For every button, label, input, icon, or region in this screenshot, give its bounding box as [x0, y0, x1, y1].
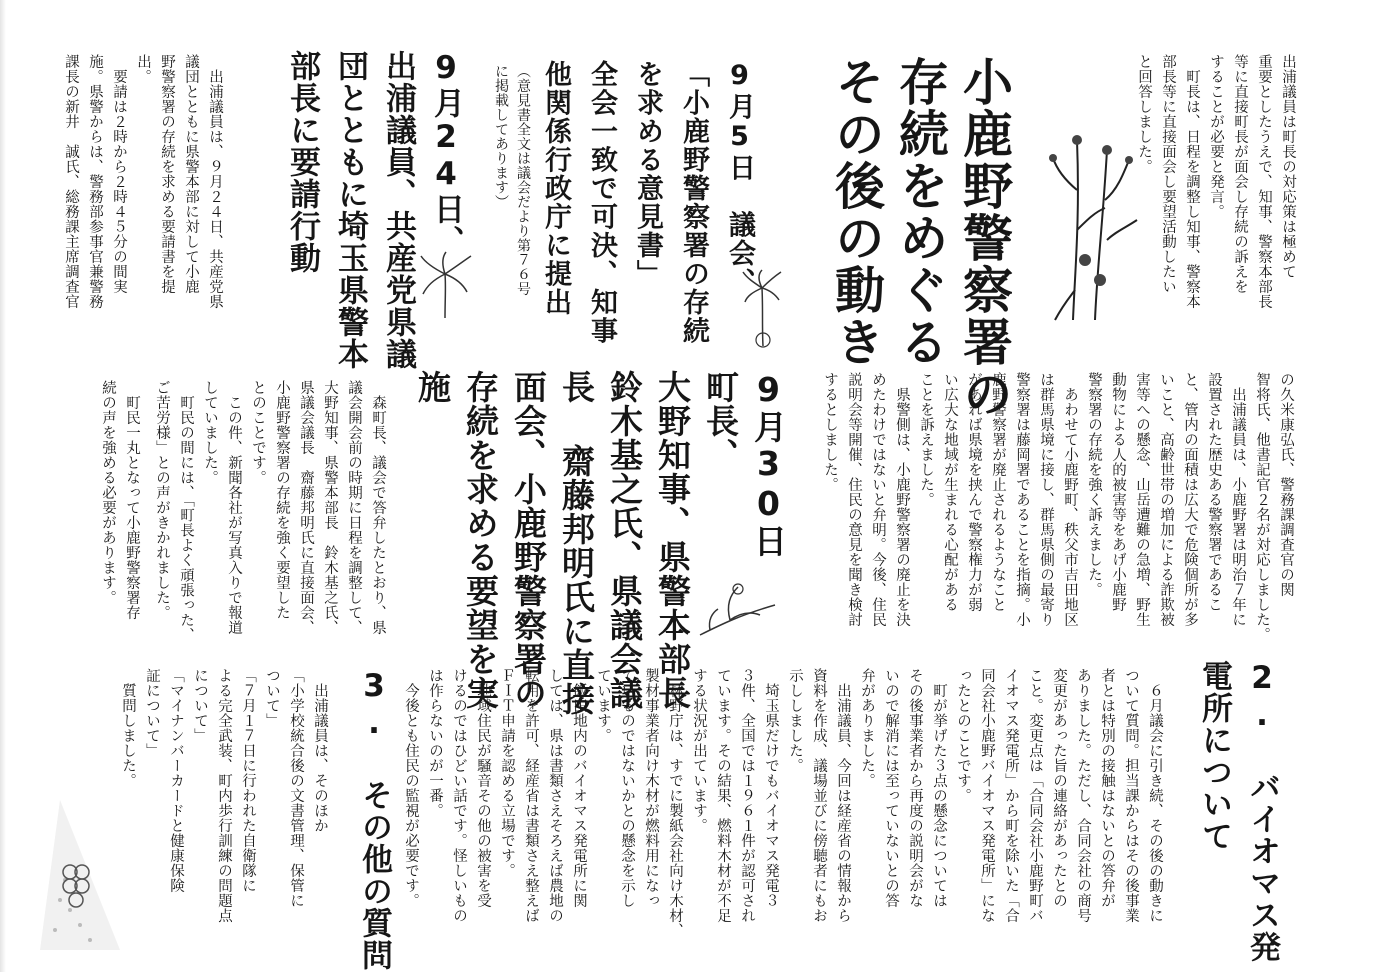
scan-edge [0, 0, 6, 972]
section-sep24-heading: 9月24日、 出浦議員、共産党県議 団とともに埼玉県警本 部長に要請行動 [284, 50, 464, 370]
section-sep5-heading: 9月5日 議会、 「小鹿野警察署の存続 を求める意見書」 全会一致で可決、知事 他関係行政庁に提出 [540, 60, 755, 345]
article1-title: 小鹿野警察署の 存続をめぐる その後の動き [827, 56, 1013, 420]
flower-illustration [735, 268, 790, 348]
section-sep24-text-continued: の久米康弘氏、警務課調査官の関 智将氏、他書記官２名が対応しました。 出浦議員は、小鹿野署は明治７年に 設置された歴史ある警察署であるこ と、管内の面積は広大で危険個所が多 いこと、高齢世帯の増加による詐欺被 害等への懸念、山岳遭難の急増、野生 動物による人的被害等をあげ小鹿野 警察署の存続を強く訴えました。 あわせて小鹿野町、秩父市吉田地区 は群馬県境に接し、群馬県側の最寄り 警察署は藤岡署であることを指摘。小 鹿野警察署が廃止されるようなこと があれば県境を挟んで警察権力が弱 い広大な地域が生まれる心配がある ことを訴えました。 県警側は、小鹿野警察署の廃止を決 めたわけではないと弁明。今後、住民 説明会等開催、住民の意見を聞き検討 するとしました。 [822, 372, 1294, 642]
section-sep30-heading: 9月30日 町長、 大野知事、県警本部長 鈴木基之氏、県議会議 長 齋藤邦明氏に直接 面会、小鹿野警察署の 存続を求める要望を実 施 [413, 370, 788, 716]
article2-text: ６月議会に引き続、その後の動きに ついて質問。担当課からはその後事業 者とは特別の接触はないとの答弁が ありました。ただし、合同会社の商号 変更があった旨の連絡があったとの こと。変更点は「合同会社小鹿野町バ イオマス発電所」から町を除いた「合 同会社小鹿野バイオマス発電所」にな ったとのことです。 町が挙げた３点の懸念については その後事業者から再度の説明会がな いので解消には至っていないとの答 弁がありました。 出浦議員、今回は経産省の情報から 資料を作成、議場並びに傍聴者にもお 示ししました。 埼玉県だけでもバイオマス発電３ ３件、全国では１９６１件が認可され ています。その結果、燃料木材が不足 する状況が出ています。 林野庁は、すでに製紙会社向け木材、 製材事業者向け木材が燃料用になっ ているのではないかとの懸念を示し ています。 飯田地内のバイオマス発電所に関 しては、県は書類さえそろえば農地の 転用を許可、経産省は書類さえ整えば ＦＩＴ申請を認める立場です。 地域住民が騒音その他の被害を受 けるのではひどい話です。怪しいもの は作らないのが一番。 今後とも住民の監視が必要です。 [403, 668, 1163, 938]
dried-plant-illustration [1025, 120, 1145, 325]
dotted-corner-illustration [40, 800, 120, 950]
flower-illustration [690, 575, 785, 645]
section-sep5-note: （意見書全文は議会だより第７６号 に掲載してあります） [493, 64, 531, 296]
article3-title: 3. その他の質問 [356, 668, 392, 971]
section-sep30-text: 森町長、議会で答弁したとおり、県 議会開会前の時期に日程を調整して、 大野知事、県警本部長 鈴木基之氏、 県議会議長 齋藤邦明氏に直接面会、 小鹿野警察署の存続を強く要望した とのことです。 この件、新聞各社が写真入りで報道 していました。 町民の間には、「町長よく頑張った、 ご苦労様」との声がきかれました。 [154, 380, 386, 643]
section-sep30-closing: 町民一丸となって小鹿野警察署存 続の声を強める必要があります。 [100, 380, 140, 620]
article2-title: 2. バイオマス発 電所について [1196, 660, 1280, 963]
section-sep24-text: 出浦議員は、９月２４日、共産党県 議団とともに県警本部に対して小鹿 野警察署の存続を求める要請書を提 出。 要請は２時から２時４５分の間実 施。県警からは、警務部参事官兼警務 課長の新井 誠氏、総務課主席調査官 [63, 54, 223, 309]
article1-continued-text: 出浦議員は町長の対応策は極めて 重要としたうえで、知事、警察本部長 等に直接町長が面会し存続の訴えを することが必要と発言。 町長は、日程を調整し知事、警察本 部長等に直接面会し要望活動したい と回答しました。 [1136, 54, 1296, 309]
article3-text: 出浦議員は、そのほか 「小学校統合後の文書管理、保管に ついて」 「７月１７日に行われた自衛隊に よる完全武装、町内歩行訓練の問題点 について」 「マイナンバーカードと健康保険 証について」 質問しました。 [120, 668, 328, 923]
